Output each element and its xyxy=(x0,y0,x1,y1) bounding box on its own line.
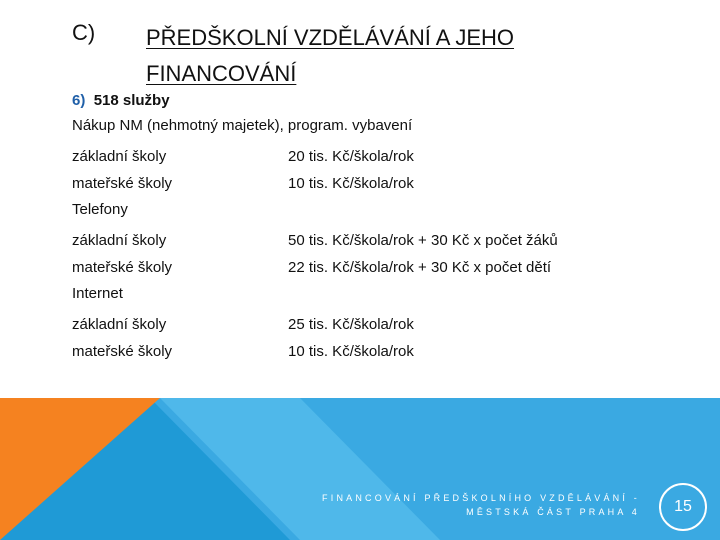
row-value: 22 tis. Kč/škola/rok + 30 Kč x počet dětí xyxy=(288,259,552,276)
row-label: základní školy xyxy=(72,232,167,249)
row-label: základní školy xyxy=(72,148,167,165)
row-label: základní školy xyxy=(72,316,167,333)
list-item xyxy=(72,254,692,281)
group-telefony xyxy=(72,201,692,281)
page-number-badge: 15 xyxy=(659,483,707,531)
title-text xyxy=(146,20,666,92)
list-item xyxy=(72,170,692,197)
row-value: 10 tis. Kč/škola/rok xyxy=(288,175,414,192)
list-item xyxy=(72,338,692,365)
row-label: mateřské školy xyxy=(72,343,173,360)
row-label: mateřské školy xyxy=(72,259,173,276)
footer-line-2: MĚSTSKÁ ČÁST PRAHA 4 xyxy=(466,507,640,517)
section-number: 6) xyxy=(72,92,86,109)
title-line-1: PŘEDŠKOLNÍ VZDĚLÁVÁNÍ A JEHO xyxy=(146,25,515,50)
row-value: 25 tis. Kč/škola/rok xyxy=(288,316,414,333)
row-value: 20 tis. Kč/škola/rok xyxy=(288,148,414,165)
list-item xyxy=(72,227,692,254)
slide-body xyxy=(72,92,692,365)
row-label: mateřské školy xyxy=(72,175,173,192)
group-nm xyxy=(72,117,692,197)
list-item xyxy=(72,311,692,338)
row-value: 10 tis. Kč/škola/rok xyxy=(288,343,414,360)
group-heading: Nákup NM (nehmotný majetek), program. vybavení xyxy=(72,117,413,134)
group-heading: Telefony xyxy=(72,201,128,218)
list-item xyxy=(72,143,692,170)
row-value: 50 tis. Kč/škola/rok + 30 Kč x počet žáků xyxy=(288,232,558,249)
section-label: 518 služby xyxy=(93,92,170,109)
footer-caption xyxy=(322,491,640,519)
title-letter: C) xyxy=(72,20,96,45)
group-heading: Internet xyxy=(72,285,123,302)
footer-line-1: FINANCOVÁNÍ PŘEDŠKOLNÍHO VZDĚLÁVÁNÍ - xyxy=(322,493,640,503)
section-heading xyxy=(72,92,692,109)
group-internet xyxy=(72,285,692,365)
title-line-2: FINANCOVÁNÍ xyxy=(146,61,297,86)
